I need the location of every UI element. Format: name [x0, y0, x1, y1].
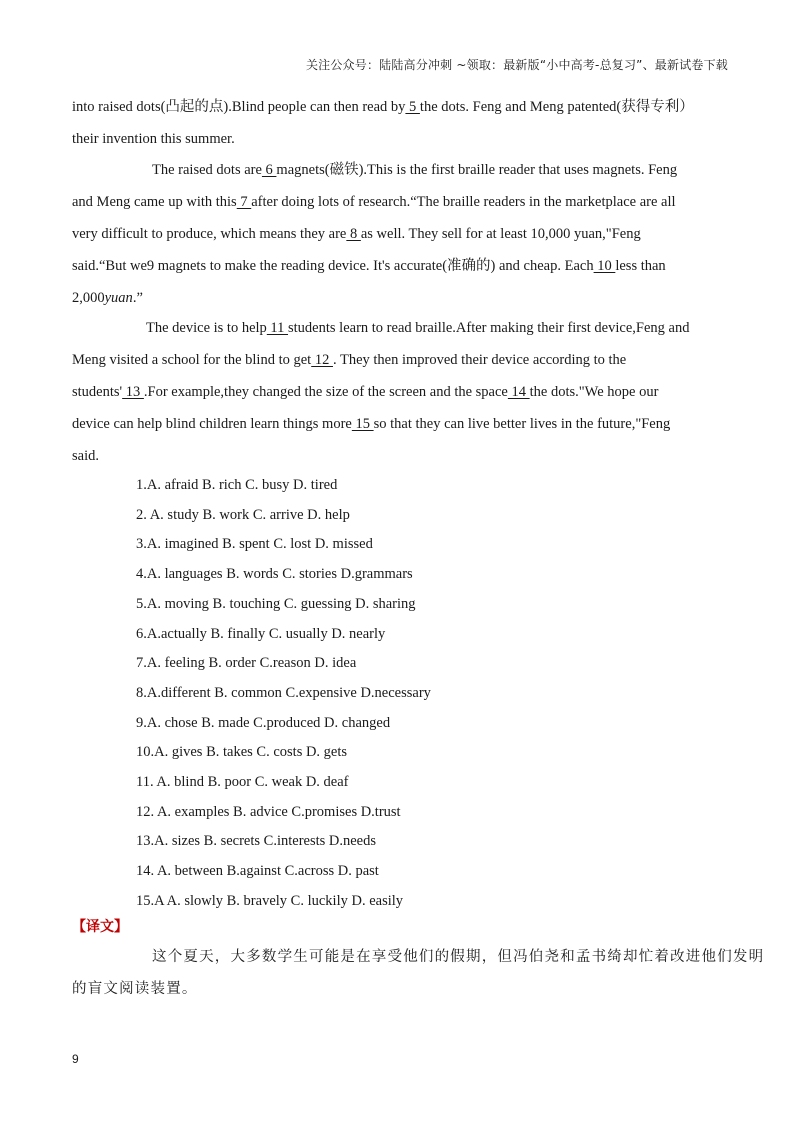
blank-number: 14: [507, 384, 530, 400]
translation-line: 的盲文阅读装置。: [72, 981, 198, 997]
page-number: 9: [72, 1052, 79, 1066]
passage-line: [72, 98, 694, 116]
blank-number: 7: [236, 194, 252, 210]
page-header: 关注公众号：陆陆高分冲刺 ~领取：最新版“小中高考-总复习”、最新试卷下载: [305, 58, 728, 72]
passage-text: The device is to help: [146, 320, 267, 336]
passage-text: students learn to read braille.After making their first device,Feng and: [288, 320, 690, 336]
passage-text: said.“But we9 magnets to make the reading device. It's accurate(准确的) and cheap. Each: [72, 258, 594, 274]
passage-text: into raised dots(凸起的点).Blind people can then read by: [72, 99, 406, 115]
passage-text: the dots."We hope our: [529, 384, 659, 400]
passage-text: students': [72, 384, 123, 400]
option-line: 11. A. blind B. poor C. weak D. deaf: [136, 774, 349, 790]
passage-line: [72, 130, 235, 148]
passage-line: [72, 225, 641, 243]
passage-text: . They then improved their device according to the: [332, 352, 627, 368]
passage-line: [72, 193, 676, 211]
blank-number: 15: [351, 416, 374, 432]
translation-line: 这个夏天，大多数学生可能是在享受他们的假期，但冯伯尧和孟书绮却忙着改进他们发明: [152, 949, 765, 965]
passage-text: 2,000: [72, 290, 105, 306]
option-line: 1.A. afraid B. rich C. busy D. tired: [136, 477, 338, 493]
passage-text: magnets(磁铁).This is the first braille reader that uses magnets. Feng: [276, 162, 678, 178]
blank-number: 8: [346, 226, 361, 242]
option-line: 4.A. languages B. words C. stories D.grammars: [136, 566, 413, 583]
passage-text: The raised dots are: [152, 162, 262, 178]
blank-number: 6: [261, 162, 277, 178]
option-line: 2. A. study B. work C. arrive D. help: [136, 506, 350, 523]
passage-text: and Meng came up with this: [72, 194, 237, 210]
passage-text: very difficult to produce, which means they are: [72, 226, 347, 242]
passage-text: so that they can live better lives in the future,"Feng: [373, 416, 671, 432]
option-line: 7.A. feeling B. order C.reason D. idea: [136, 655, 357, 672]
passage-line: [146, 319, 689, 337]
option-line: 6.A.actually B. finally C. usually D. nearly: [136, 625, 386, 642]
passage-text: their invention this summer.: [72, 131, 235, 147]
passage-text: as well. They sell for at least 10,000 yuan,"Feng: [360, 226, 641, 242]
passage-line: [72, 289, 143, 307]
option-line: 9.A. chose B. made C.produced D. changed: [136, 714, 391, 731]
passage-text: less than: [615, 258, 666, 274]
option-line: 5.A. moving B. touching C. guessing D. sharing: [136, 595, 416, 612]
passage-line: [72, 383, 658, 401]
passage-line: [72, 351, 626, 369]
option-line: 15.A A. slowly B. bravely C. luckily D. easily: [136, 892, 404, 909]
passage-line: [152, 161, 677, 179]
passage-text: yuan: [104, 290, 133, 306]
passage-text: .”: [132, 290, 143, 306]
blank-number: 10: [593, 258, 616, 274]
passage-text: device can help blind children learn things more: [72, 416, 352, 432]
blank-number: 13: [122, 384, 144, 400]
passage-text: Meng visited a school for the blind to get: [72, 352, 312, 368]
passage-line: [72, 447, 99, 465]
passage-line: [72, 257, 666, 275]
blank-number: 5: [405, 99, 420, 115]
passage-text: the dots. Feng and Meng patented(获得专利）: [419, 99, 694, 115]
option-line: 8.A.different B. common C.expensive D.necessary: [136, 684, 431, 701]
option-line: 14. A. between B.against C.across D. past: [136, 863, 379, 880]
passage-text: after doing lots of research.“The braille readers in the marketplace are all: [251, 194, 676, 210]
translation-label: 【译文】: [72, 919, 128, 935]
passage-text: said.: [72, 448, 99, 464]
passage-text: .For example,they changed the size of the screen and the space: [143, 384, 508, 400]
blank-number: 12: [311, 352, 333, 368]
option-line: 13.A. sizes B. secrets C.interests D.needs: [136, 833, 377, 850]
option-line: 10.A. gives B. takes C. costs D. gets: [136, 744, 348, 761]
option-line: 12. A. examples B. advice C.promises D.trust: [136, 803, 401, 820]
passage-line: [72, 415, 670, 433]
blank-number: 11: [266, 320, 289, 336]
option-line: 3.A. imagined B. spent C. lost D. missed: [136, 536, 373, 553]
